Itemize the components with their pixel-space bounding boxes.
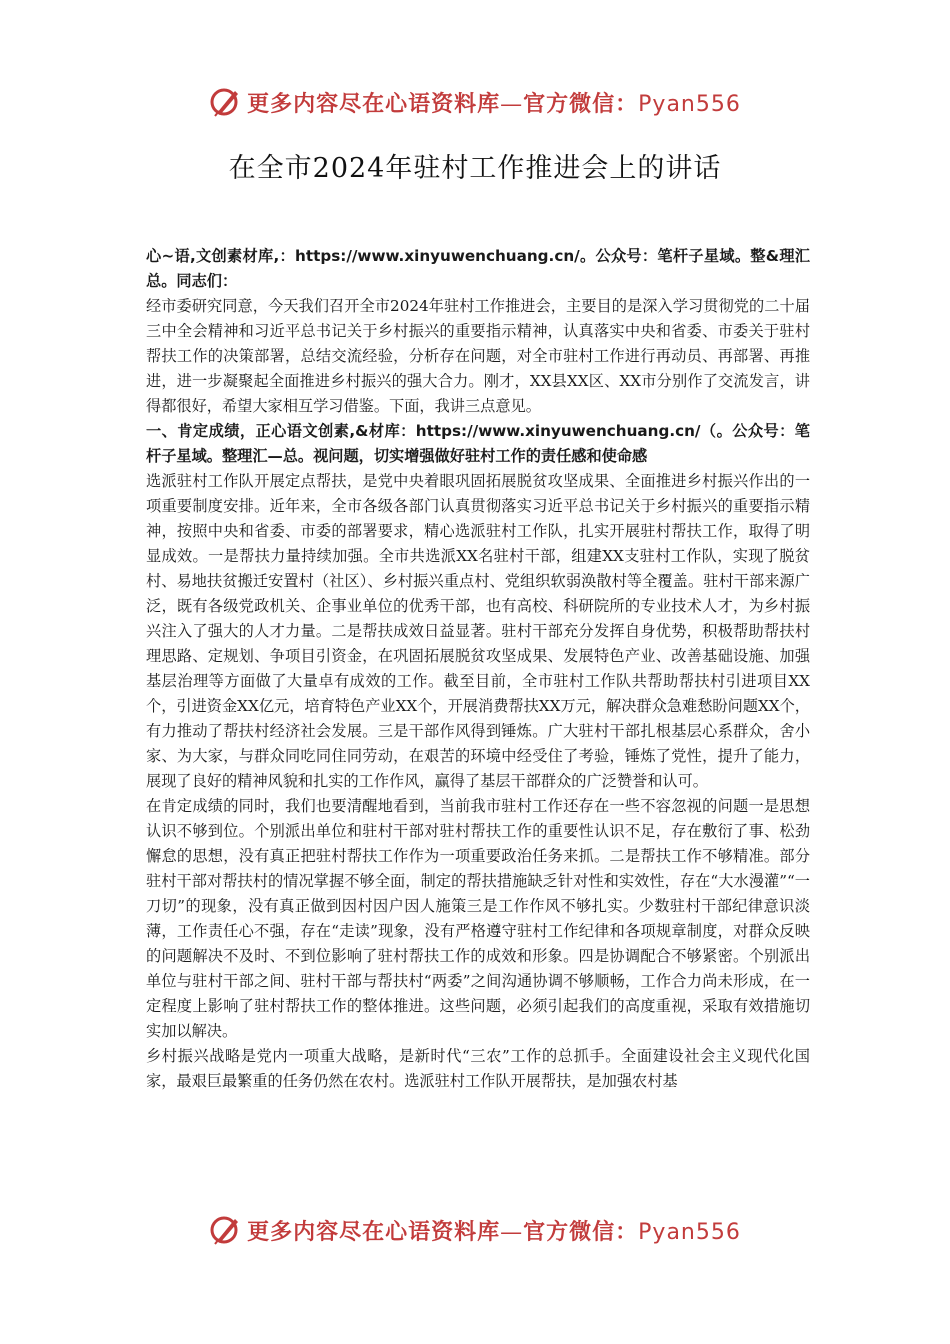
quill-logo-icon <box>209 1213 243 1247</box>
intro-heading: 心~语,文创素材库,：https://www.xinyuwenchuang.cn/。公众号：笔杆子星域。整&理汇总。同志们： <box>146 247 810 290</box>
banner-text: 更多内容尽在心语资料库—官方微信：Pyan556 <box>247 1218 741 1245</box>
section-heading: 一、肯定成绩，正心语文创素,&材库：https://www.xinyuwenchuang.cn/（。公众号：笔杆子星域。整理汇—总。视问题，切实增强做好驻村工作的责任感和使命感 <box>146 422 810 465</box>
article-body <box>146 244 810 1094</box>
paragraph: 选派驻村工作队开展定点帮扶，是党中央着眼巩固拓展脱贫攻坚成果、全面推进乡村振兴作出的一项重要制度安排。近年来，全市各级各部门认真贯彻落实习近平总书记关于乡村振兴的重要指示精神，按照中央和省委、市委的部署要求，精心选派驻村工作队，扎实开展驻村帮扶工作，取得了明显成效。一是帮扶力量持续加强。全市共选派XX名驻村干部，组建XX支驻村工作队，实现了脱贫村、易地扶贫搬迁安置村（社区）、乡村振兴重点村、党组织软弱涣散村等全覆盖。驻村干部来源广泛，既有各级党政机关、企事业单位的优秀干部，也有高校、科研院所的专业技术人才，为乡村振兴注入了强大的人才力量。二是帮扶成效日益显著。驻村干部充分发挥自身优势，积极帮助帮扶村理思路、定规划、争项目引资金，在巩固拓展脱贫攻坚成果、发展特色产业、改善基础设施、加强基层治理等方面做了大量卓有成效的工作。截至目前，全市驻村工作队共帮助帮扶村引进项目XX个，引进资金XX亿元，培育特色产业XX个，开展消费帮扶XX万元，解决群众急难愁盼问题XX个，有力推动了帮扶村经济社会发展。三是干部作风得到锤炼。广大驻村干部扎根基层心系群众，舍小家、为大家，与群众同吃同住同劳动，在艰苦的环境中经受住了考验，锤炼了党性，提升了能力，展现了良好的精神风貌和扎实的工作作风，赢得了基层干部群众的广泛赞誉和认可。 <box>146 472 810 790</box>
paragraph: 经市委研究同意，今天我们召开全市2024年驻村工作推进会，主要目的是深入学习贯彻党的二十届三中全会精神和习近平总书记关于乡村振兴的重要指示精神，认真落实中央和省委、市委关于驻村帮扶工作的决策部署，总结交流经验，分析存在问题，对全市驻村工作进行再动员、再部署、再推进，进一步凝聚起全面推进乡村振兴的强大合力。刚才，XX县XX区、XX市分别作了交流发言，讲得都很好，希望大家相互学习借鉴。下面，我讲三点意见。 <box>146 297 810 415</box>
paragraph: 乡村振兴战略是党内一项重大战略，是新时代“三农”工作的总抓手。全面建设社会主义现代化国家，最艰巨最繁重的任务仍然在农村。选派驻村工作队开展帮扶，是加强农村基 <box>146 1047 810 1090</box>
header-banner[interactable] <box>0 82 950 122</box>
paragraph: 在肯定成绩的同时，我们也要清醒地看到，当前我市驻村工作还存在一些不容忽视的问题一是思想认识不够到位。个别派出单位和驻村干部对驻村帮扶工作的重要性认识不足，存在敷衍了事、松劲懈怠的思想，没有真正把驻村帮扶工作作为一项重要政治任务来抓。二是帮扶工作不够精准。部分驻村干部对帮扶村的情况掌握不够全面，制定的帮扶措施缺乏针对性和实效性，存在“大水漫灌”“一刀切”的现象，没有真正做到因村因户因人施策三是工作作风不够扎实。少数驻村干部纪律意识淡薄，工作责任心不强，存在“走读”现象，没有严格遵守驻村工作纪律和各项规章制度，对群众反映的问题解决不及时、不到位影响了驻村帮扶工作的成效和形象。四是协调配合不够紧密。个别派出单位与驻村干部之间、驻村干部与帮扶村“两委”之间沟通协调不够顺畅，工作合力尚未形成，在一定程度上影响了驻村帮扶工作的整体推进。这些问题，必须引起我们的高度重视，采取有效措施切实加以解决。 <box>146 797 810 1040</box>
footer-banner[interactable] <box>0 1210 950 1250</box>
banner-text: 更多内容尽在心语资料库—官方微信：Pyan556 <box>247 90 741 117</box>
page-title: 在全市2024年驻村工作推进会上的讲话 <box>228 153 722 184</box>
quill-logo-icon <box>209 85 243 119</box>
